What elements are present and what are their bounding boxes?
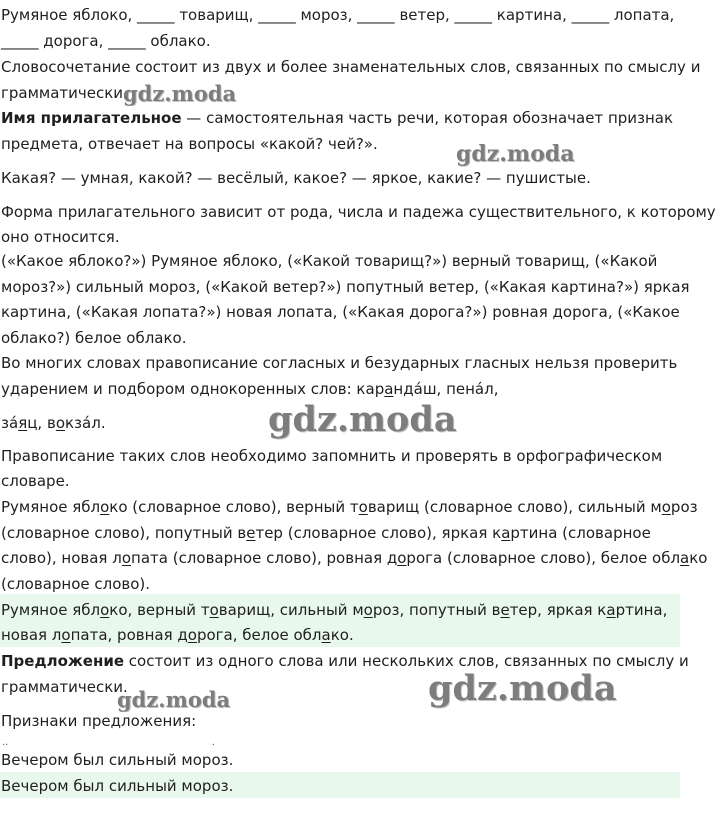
text-span: ко. — [330, 626, 354, 644]
dictionary-line-2 — [1, 523, 651, 543]
text-span: з — [1, 414, 9, 432]
sentence-definition-line-2: грамматически. — [1, 678, 128, 696]
underlined-letter: а — [321, 626, 331, 644]
text-span: ртина, — [615, 601, 668, 619]
exercise-line-1: Румяное яблоко, _____ товарищ, _____ мороз, _____ ветер, _____ картина, _____ лопата, — [1, 6, 675, 24]
example-sentence: Вечером был сильный мороз. — [1, 751, 234, 769]
text-span: слово), новая л — [1, 549, 122, 567]
underlined-letter: о — [661, 498, 671, 516]
spelling-rule-line-1: Во многих словах правописание согласных и безударных гласных нельзя проверить — [1, 354, 678, 372]
text-span: пата (словарное слово), ровная д — [131, 549, 398, 567]
underlined-letter: о — [363, 601, 373, 619]
questions-line-4: облако?) белое облако. — [1, 329, 187, 347]
exercise-line-2: _____ дорога, _____ облако. — [1, 32, 211, 50]
answer-line-1 — [1, 600, 667, 620]
dictionary-line-1 — [1, 497, 698, 517]
underlined-letter: я — [18, 414, 28, 432]
underlined-letter: е — [500, 601, 510, 619]
text-span: ш, пен — [422, 380, 475, 398]
text-span: л, — [484, 380, 499, 398]
text-span: л. — [91, 414, 106, 432]
text-span: рога (словарное слово), белое обл — [406, 549, 681, 567]
text-span: варищ, сильный м — [218, 601, 364, 619]
text-span: нд — [393, 380, 414, 398]
text-span: кз — [65, 414, 83, 432]
memorize-line-1: Правописание таких слов необходимо запомнить и проверять в орфографическом — [1, 447, 663, 465]
spelling-rule-line-2 — [1, 379, 498, 399]
underlined-letter: о — [100, 498, 110, 516]
questions-line-3: картина, («Какая лопата?») новая лопата, («Какая дорога?») ровная дорога, («Какое — [1, 303, 680, 321]
adjective-term: Имя прилагательное — [1, 109, 182, 127]
watermark-logo: gdz.moda — [456, 141, 575, 167]
text-span: ко — [689, 549, 708, 567]
text-span: рога, белое обл — [196, 626, 322, 644]
sentence-definition-text: состоит из одного слова или нескольких слов, связанных по смыслу и — [124, 652, 689, 670]
text-span: ударением и подбором однокоренных слов: кар — [1, 380, 385, 398]
questions-line-2: мороз?») сильный мороз, («Какой ветер?») попутный ветер, («Какая картина?») яркая — [1, 278, 690, 296]
underlined-letter: о — [121, 549, 132, 567]
sentence-features-heading: Признаки предложения: — [1, 712, 197, 730]
text-span: ртина (словарное — [510, 524, 651, 542]
text-span: пата, ровная д — [70, 626, 188, 644]
stressed-letter: á — [474, 380, 485, 398]
underlined-letter: а — [384, 380, 394, 398]
underlined-letter: а — [501, 524, 511, 542]
text-span: (словарное слово), попутный в — [1, 524, 247, 542]
underlined-letter: о — [55, 414, 65, 432]
underlined-letter: о — [358, 498, 368, 516]
text-span: ц, в — [27, 414, 56, 432]
text-span: роз, попутный в — [372, 601, 501, 619]
memorize-line-2: словаре. — [1, 472, 70, 490]
dictionary-line-4: (словарное слово). — [1, 575, 151, 593]
watermark-logo: gdz.moda — [268, 399, 457, 440]
stressed-letter: á — [413, 380, 423, 398]
underlined-letter: о — [100, 601, 110, 619]
watermark-logo: gdz.moda — [428, 668, 617, 709]
underlined-letter: о — [209, 601, 219, 619]
underlined-letter: а — [680, 549, 690, 567]
underlined-letter: е — [246, 524, 256, 542]
dictionary-line-3 — [1, 548, 708, 568]
text-span: Румяное ябл — [1, 498, 101, 516]
watermark-logo: gdz.moda — [117, 687, 231, 712]
adjective-definition-line-2: предмета, отвечает на вопросы «какой? чей?». — [1, 135, 378, 153]
text-span: ко (словарное слово), верный т — [109, 498, 359, 516]
phrase-definition-line-2: грамматически. — [1, 84, 128, 102]
dots-decoration: .. . — [2, 737, 215, 748]
text-span: роз — [670, 498, 698, 516]
text-span: новая л — [1, 626, 62, 644]
underlined-letter: а — [606, 601, 616, 619]
spelling-rule-line-3 — [1, 413, 106, 433]
underlined-letter: о — [397, 549, 407, 567]
adjective-definition-line-1 — [1, 108, 673, 128]
underlined-letter: о — [187, 626, 197, 644]
text-span: Румяное ябл — [1, 601, 101, 619]
sentence-term: Предложение — [1, 652, 125, 670]
stressed-letter: á — [82, 414, 92, 432]
questions-line-1: («Какое яблоко?») Румяное яблоко, («Какой товарищ?») верный товарищ, («Какой — [1, 252, 658, 270]
answer-line-2 — [1, 625, 354, 645]
text-span: варищ (словарное слово), сильный м — [367, 498, 662, 516]
underlined-letter: о — [61, 626, 71, 644]
example-sentence-answer: Вечером был сильный мороз. — [1, 777, 234, 795]
adjective-examples: Какая? — умная, какой? — весёлый, какое? — яркое, какие? — пушистые. — [1, 169, 591, 187]
phrase-definition-line-1: Словосочетание состоит из двух и более знаменательных слов, связанных по смыслу и — [1, 58, 701, 76]
adjective-definition-text: — самостоятельная часть речи, которая обозначает признак — [181, 109, 674, 127]
adjective-form-line-1: Форма прилагательного зависит от рода, числа и падежа существительного, к которому — [1, 203, 716, 221]
adjective-form-line-2: оно относится. — [1, 228, 120, 246]
stressed-letter: á — [8, 414, 19, 432]
text-span: ко, верный т — [109, 601, 210, 619]
text-span: тер (словарное слово), яркая к — [255, 524, 502, 542]
text-span: тер, яркая к — [509, 601, 607, 619]
watermark-logo: gdz.moda — [123, 81, 237, 106]
